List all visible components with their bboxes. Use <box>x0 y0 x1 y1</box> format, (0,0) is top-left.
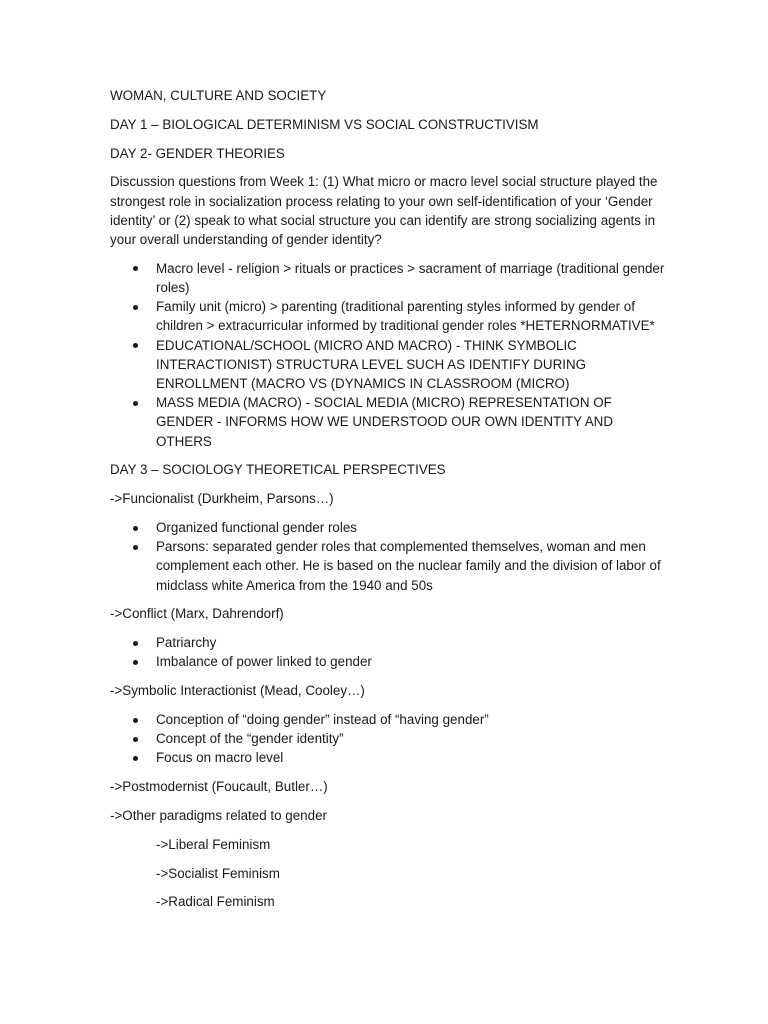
list-item <box>110 729 670 748</box>
list-item <box>110 748 670 767</box>
document-title: WOMAN, CULTURE AND SOCIETY <box>110 88 327 103</box>
list-item <box>110 518 670 537</box>
bullet-icon <box>133 737 138 742</box>
day1-heading: DAY 1 – BIOLOGICAL DETERMINISM VS SOCIAL CONSTRUCTIVISM <box>110 116 539 132</box>
list-item <box>110 537 670 595</box>
functionalist-heading: ->Funcionalist (Durkheim, Parsons…) <box>110 491 334 507</box>
bullet-icon <box>133 660 138 665</box>
list-item <box>110 297 670 335</box>
bullet-icon <box>133 718 138 723</box>
other-paradigms-heading: ->Other paradigms related to gender <box>110 808 327 824</box>
paradigm-radical-feminism: ->Radical Feminism <box>156 894 275 910</box>
bullet-icon <box>133 305 138 310</box>
bullet-icon <box>133 756 138 761</box>
bullet-icon <box>133 266 138 271</box>
list-item-text: EDUCATIONAL/SCHOOL (MICRO AND MACRO) - THINK SYMBOLIC INTERACTIONIST) STRUCTURA LEVEL SUCH AS IDENTIFY DURING ENROLLMENT (MACRO VS (DYNAMICS IN CLASSROOM (MICRO) <box>156 337 587 392</box>
list-item <box>110 652 670 671</box>
paradigm-socialist-feminism: ->Socialist Feminism <box>156 865 280 881</box>
list-item <box>110 393 670 451</box>
functionalist-bullet-list <box>110 518 670 595</box>
symbolic-heading: ->Symbolic Interactionist (Mead, Cooley…) <box>110 683 365 699</box>
day2-bullet-list <box>110 259 670 451</box>
list-item-text: Imbalance of power linked to gender <box>156 654 372 670</box>
day3-heading: DAY 3 – SOCIOLOGY THEORETICAL PERSPECTIVES <box>110 462 446 478</box>
day2-heading: DAY 2- GENDER THEORIES <box>110 145 285 161</box>
bullet-icon <box>133 401 138 406</box>
list-item-text: MASS MEDIA (MACRO) - SOCIAL MEDIA (MICRO) REPRESENTATION OF GENDER - INFORMS HOW WE UNDERSTOOD OUR OWN IDENTITY AND OTHERS <box>156 395 614 449</box>
list-item-text: Patriarchy <box>156 635 217 651</box>
list-item <box>110 633 670 652</box>
bullet-icon <box>133 641 138 646</box>
list-item-text: Family unit (micro) > parenting (traditional parenting styles informed by gender of children > extracurricular informed by traditional gender roles *HETERNORMATIVE* <box>156 299 655 334</box>
list-item <box>110 710 670 729</box>
list-item-text: Parsons: separated gender roles that complemented themselves, woman and men complement each other. He is based on the nuclear family and the division of labor of midclass white America from the 1940 and 50s <box>156 539 661 593</box>
list-item-text: Organized functional gender roles <box>156 520 357 536</box>
discussion-paragraph: Discussion questions from Week 1: (1) What micro or macro level social structure played the strongest role in socialization process relating to your own self-identification of your ‘Gender identity’ or (2) speak to what social structure you can identify are strong socializing agents in your overall understanding of gender identity? <box>110 174 658 247</box>
list-item-text: Conception of “doing gender” instead of “having gender” <box>156 712 489 728</box>
paradigm-liberal-feminism: ->Liberal Feminism <box>156 836 271 852</box>
bullet-icon <box>133 343 138 348</box>
document-page <box>110 86 670 921</box>
list-item-text: Macro level - religion > rituals or practices > sacrament of marriage (traditional gender roles) <box>156 260 665 295</box>
symbolic-bullet-list <box>110 710 670 768</box>
postmodernist-heading: ->Postmodernist (Foucault, Butler…) <box>110 779 328 795</box>
list-item-text: Concept of the “gender identity” <box>156 731 344 747</box>
list-item-text: Focus on macro level <box>156 750 284 766</box>
conflict-heading: ->Conflict (Marx, Dahrendorf) <box>110 606 284 622</box>
bullet-icon <box>133 545 138 550</box>
bullet-icon <box>133 526 138 531</box>
conflict-bullet-list <box>110 633 670 671</box>
list-item <box>110 259 670 297</box>
list-item <box>110 336 670 394</box>
